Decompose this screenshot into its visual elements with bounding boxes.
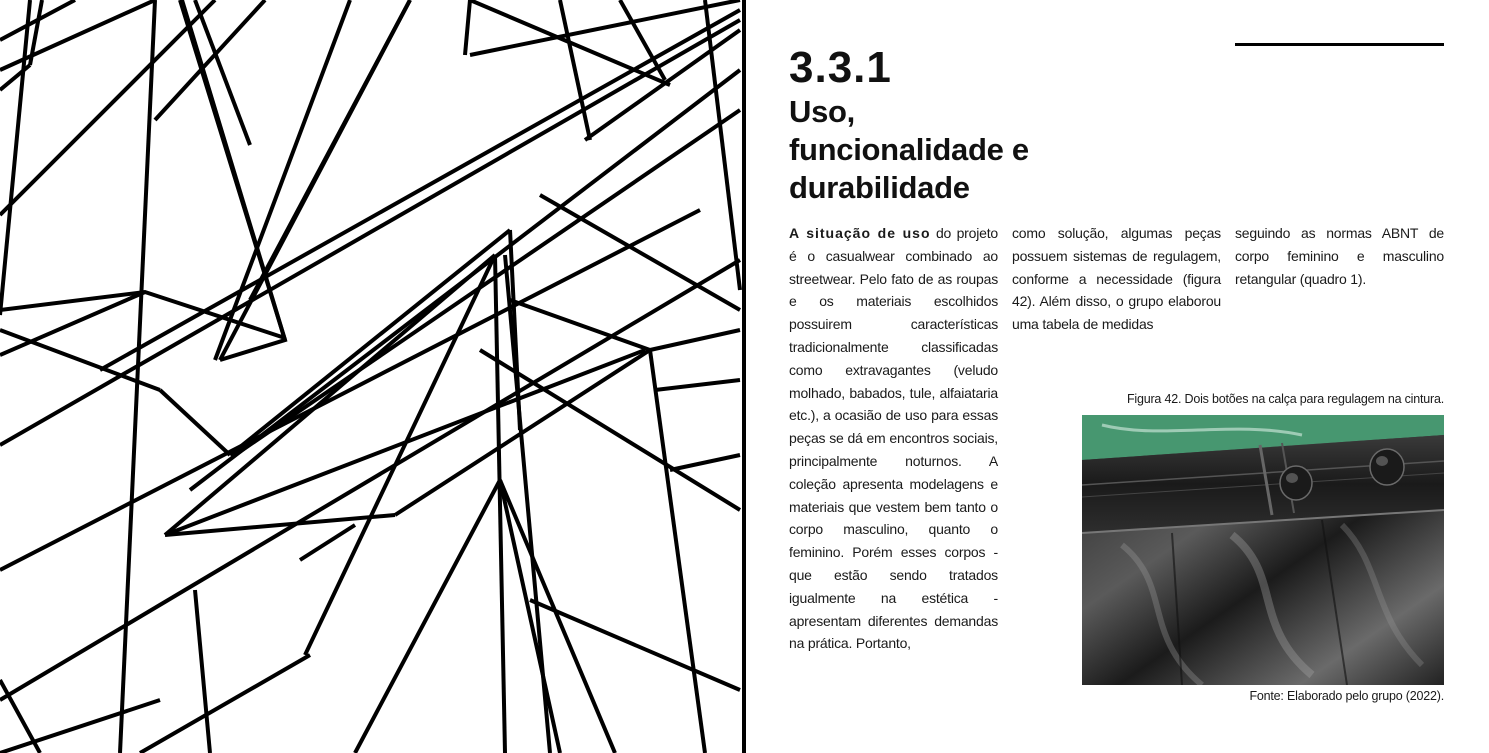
- body-column-3: [1235, 222, 1444, 290]
- page-spine: [742, 0, 746, 753]
- figure-source: Fonte: Elaborado pelo grupo (2022).: [1249, 689, 1444, 703]
- header-rule: [1235, 43, 1444, 46]
- section-number: 3.3.1: [789, 43, 892, 92]
- body-column-1: [789, 222, 998, 655]
- geometric-line-art: [0, 0, 742, 753]
- section-title: Uso, funcionalidade e durabilidade: [789, 94, 1029, 205]
- figure-photo-trouser-waistband: [1082, 415, 1444, 685]
- body-text: como solução, algumas peças possuem sistemas de regulagem, conforme a necessidade (figura 42). Além disso, o grupo elaborou uma tabela de medidas: [1012, 225, 1221, 333]
- body-text: do projeto é o casualwear combinado ao streetwear. Pelo fato de as roupas e os materiais escolhidos possuirem características tradicionalmente classificadas como extravagantes (veludo molhado, babados, tule, alfaiataria etc.), a ocasião de uso para essas peças se dá em encontros sociais, principalmente noturnos. A coleção apresenta modelagens e materiais que vestem bem tanto o corpo masculino, quanto o feminino. Porém esses corpos - que estão sendo tratados igualmente na estética - apresentam diferentes demandas na prática. Portanto,: [789, 225, 998, 652]
- body-column-2: [1012, 222, 1221, 336]
- body-text: seguindo as normas ABNT de corpo feminino e masculino retangular (quadro 1).: [1235, 225, 1444, 287]
- lead-text: A situação de uso: [789, 225, 931, 241]
- figure-caption: Figura 42. Dois botões na calça para regulagem na cintura.: [1126, 392, 1444, 406]
